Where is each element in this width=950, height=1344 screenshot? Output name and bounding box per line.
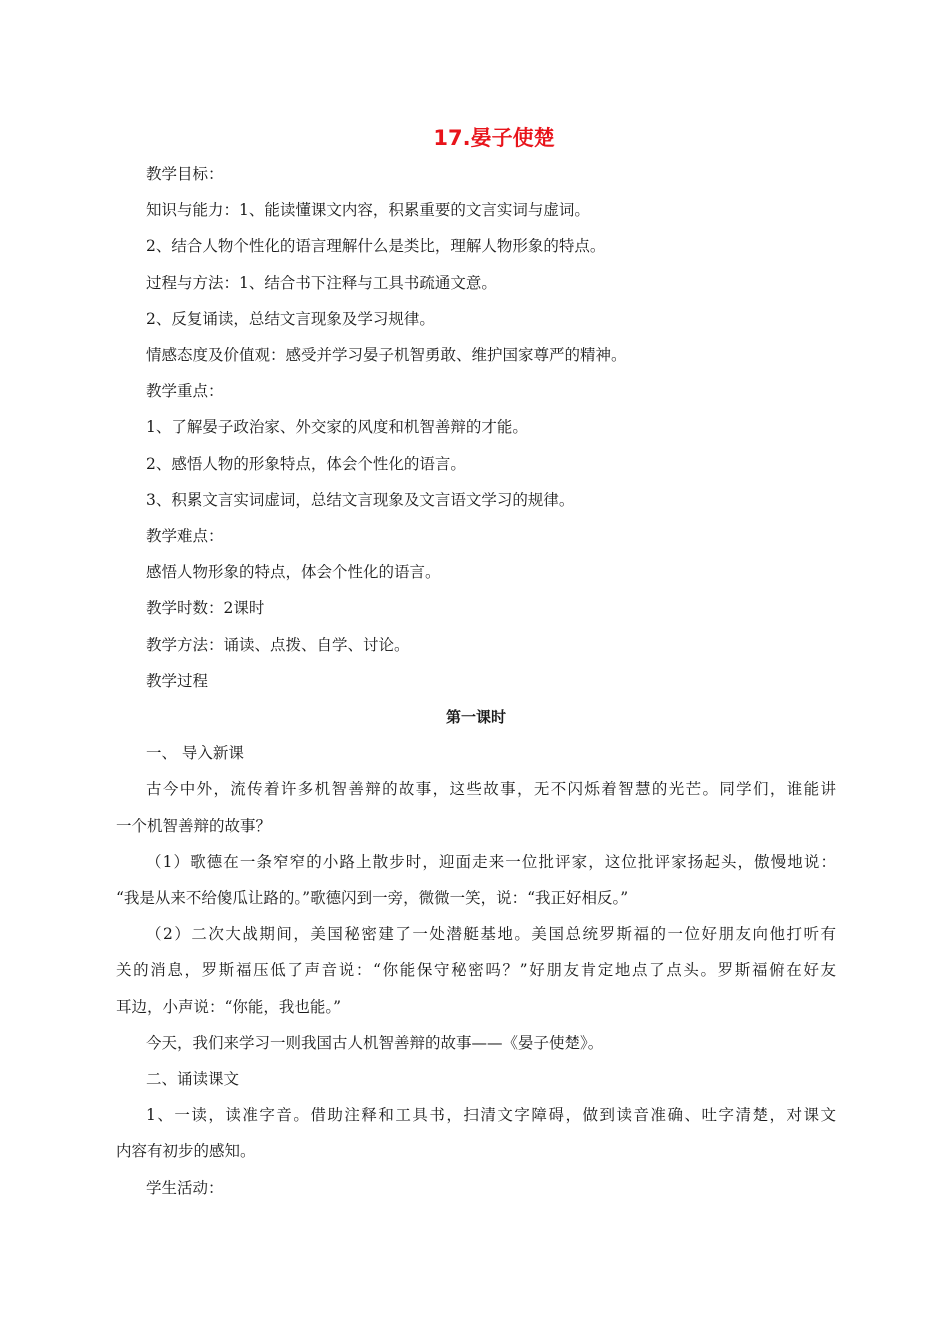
section-heading: 第一课时 (445, 708, 506, 727)
key-point-1: 1、了解晏子政治家、外交家的风度和机智善辩的才能。 (146, 418, 528, 437)
story2-line3: 耳边，小声说：“你能，我也能。” (116, 997, 342, 1016)
part2-heading: 二、诵读课文 (146, 1070, 240, 1089)
story2-line1: （2）二次大战期间，美国秘密建了一处潜艇基地。美国总统罗斯福的一位好朋友向他打听有 (146, 925, 836, 944)
part1-heading: 一、 导入新课 (146, 744, 244, 763)
objective-emotion: 情感态度及价值观：感受并学习晏子机智勇敢、维护国家尊严的精神。 (146, 346, 627, 365)
story1-line1: （1）歌德在一条窄窄的小路上散步时，迎面走来一位批评家，这位批评家扬起头，傲慢地说： (146, 852, 836, 871)
objective-process-2: 2、反复诵读，总结文言现象及学习规律。 (146, 309, 435, 328)
document-body (116, 156, 836, 1206)
today-paragraph: 今天，我们来学习一则我国古人机智善辩的故事——《晏子使楚》。 (146, 1033, 604, 1052)
difficulties-heading: 教学难点： (146, 527, 224, 546)
class-hours: 教学时数：2课时 (146, 599, 265, 618)
key-point-3: 3、积累文言实词虚词，总结文言现象及文言语文学习的规律。 (146, 490, 575, 509)
teaching-methods: 教学方法：诵读、点拨、自学、讨论。 (146, 635, 410, 654)
intro-paragraph-line1: 古今中外，流传着许多机智善辩的故事，这些故事，无不闪烁着智慧的光芒。同学们，谁能讲 (146, 780, 836, 799)
intro-paragraph-line2: 一个机智善辩的故事？ (116, 816, 272, 835)
teaching-process-heading: 教学过程 (146, 671, 209, 690)
student-activity: 学生活动： (146, 1178, 224, 1197)
objective-process: 过程与方法：1、结合书下注释与工具书疏通文意。 (146, 273, 497, 292)
objective-knowledge-2: 2、结合人物个性化的语言理解什么是类比，理解人物形象的特点。 (146, 237, 606, 256)
objectives-heading: 教学目标： (146, 165, 224, 183)
difficulty-1: 感悟人物形象的特点，体会个性化的语言。 (146, 563, 441, 582)
key-point-2: 2、感悟人物的形象特点，体会个性化的语言。 (146, 454, 466, 473)
story1-line2: “我是从来不给傻瓜让路的。”歌德闪到一旁，微微一笑，说：“我正好相反。” (116, 889, 629, 908)
key-points-heading: 教学重点： (146, 382, 224, 401)
document-title: 17.晏子使楚 (433, 126, 555, 150)
story2-line2: 关的消息，罗斯福压低了声音说：“你能保守秘密吗？”好朋友肯定地点了点头。罗斯福俯在好友 (116, 961, 836, 980)
read1-line2: 内容有初步的感知。 (116, 1142, 256, 1161)
objective-knowledge: 知识与能力：1、能读懂课文内容，积累重要的文言实词与虚词。 (146, 201, 590, 220)
read1-line1: 1、一读，读准字音。借助注释和工具书，扫清文字障碍，做到读音准确、吐字清楚，对课文 (146, 1106, 836, 1125)
